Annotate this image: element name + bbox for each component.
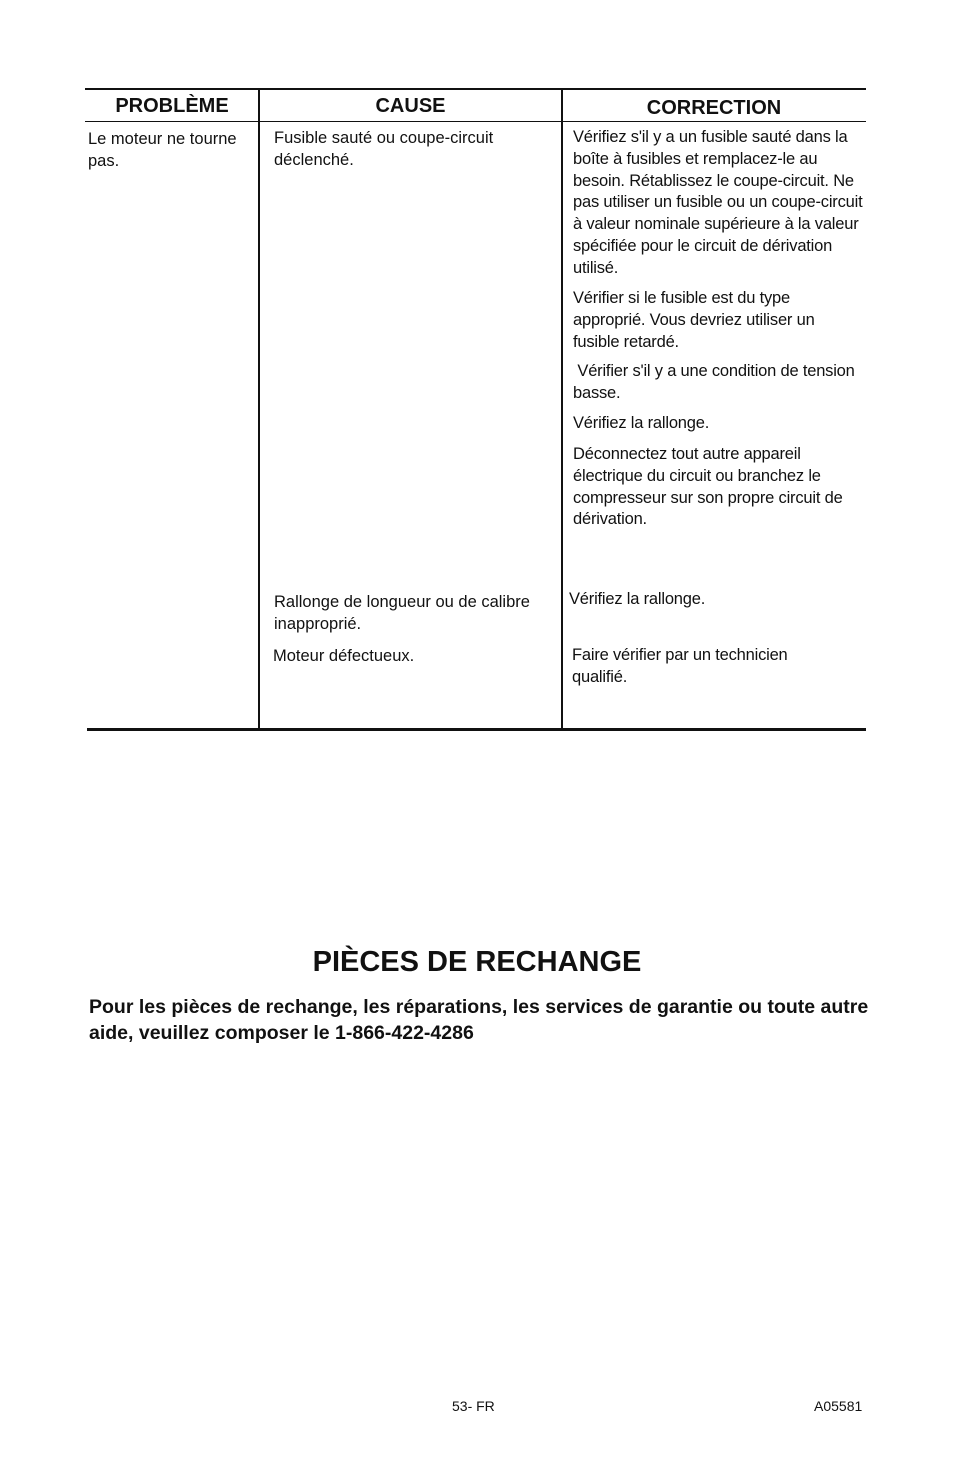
problem-text: Le moteur ne tourne pas. <box>88 130 237 170</box>
correction-5: Déconnectez tout autre appareil électrique du circuit ou branchez le compresseur sur son propre circuit de dérivation. <box>573 445 843 529</box>
document-code: A05581 <box>814 1398 863 1414</box>
cause-3: Moteur défectueux. <box>273 647 415 665</box>
table-bottom-rule <box>87 728 866 731</box>
correction-3: Vérifier s'il y a une condition de tension basse. <box>573 362 860 402</box>
header-problem: PROBLÈME <box>115 95 229 117</box>
table-top-rule <box>85 88 866 90</box>
correction-2: Vérifier si le fusible est du type approprié. Vous devriez utiliser un fusible retardé. <box>573 289 815 351</box>
table-col-divider-1 <box>258 89 260 730</box>
page-number: 53- FR <box>452 1398 495 1414</box>
header-cause: CAUSE <box>375 95 446 117</box>
correction-1: Vérifiez s'il y a un fusible sauté dans la boîte à fusibles et remplacez-le au besoin. Rétablissez le coupe-circuit. Ne pas utiliser un fusible ou un coupe-circuit à valeur nominale supérieure à la valeur spécifiée pour le circuit de dérivation utilisé. <box>573 128 863 277</box>
parts-notice: Pour les pièces de rechange, les réparations, les services de garantie ou toute autre aide, veuillez composer le 1-866-422-4286 <box>89 996 869 1044</box>
correction-7: Faire vérifier par un technicien qualifié. <box>572 646 788 686</box>
cause-2: Rallonge de longueur ou de calibre inapproprié. <box>274 593 530 633</box>
correction-6: Vérifiez la rallonge. <box>569 590 706 608</box>
correction-4: Vérifiez la rallonge. <box>573 414 710 432</box>
header-correction: CORRECTION <box>646 97 782 119</box>
parts-title: PIÈCES DE RECHANGE <box>312 946 642 978</box>
table-header-rule <box>85 121 866 122</box>
table-col-divider-2 <box>561 89 563 730</box>
cause-1: Fusible sauté ou coupe-circuit déclenché. <box>274 129 494 169</box>
